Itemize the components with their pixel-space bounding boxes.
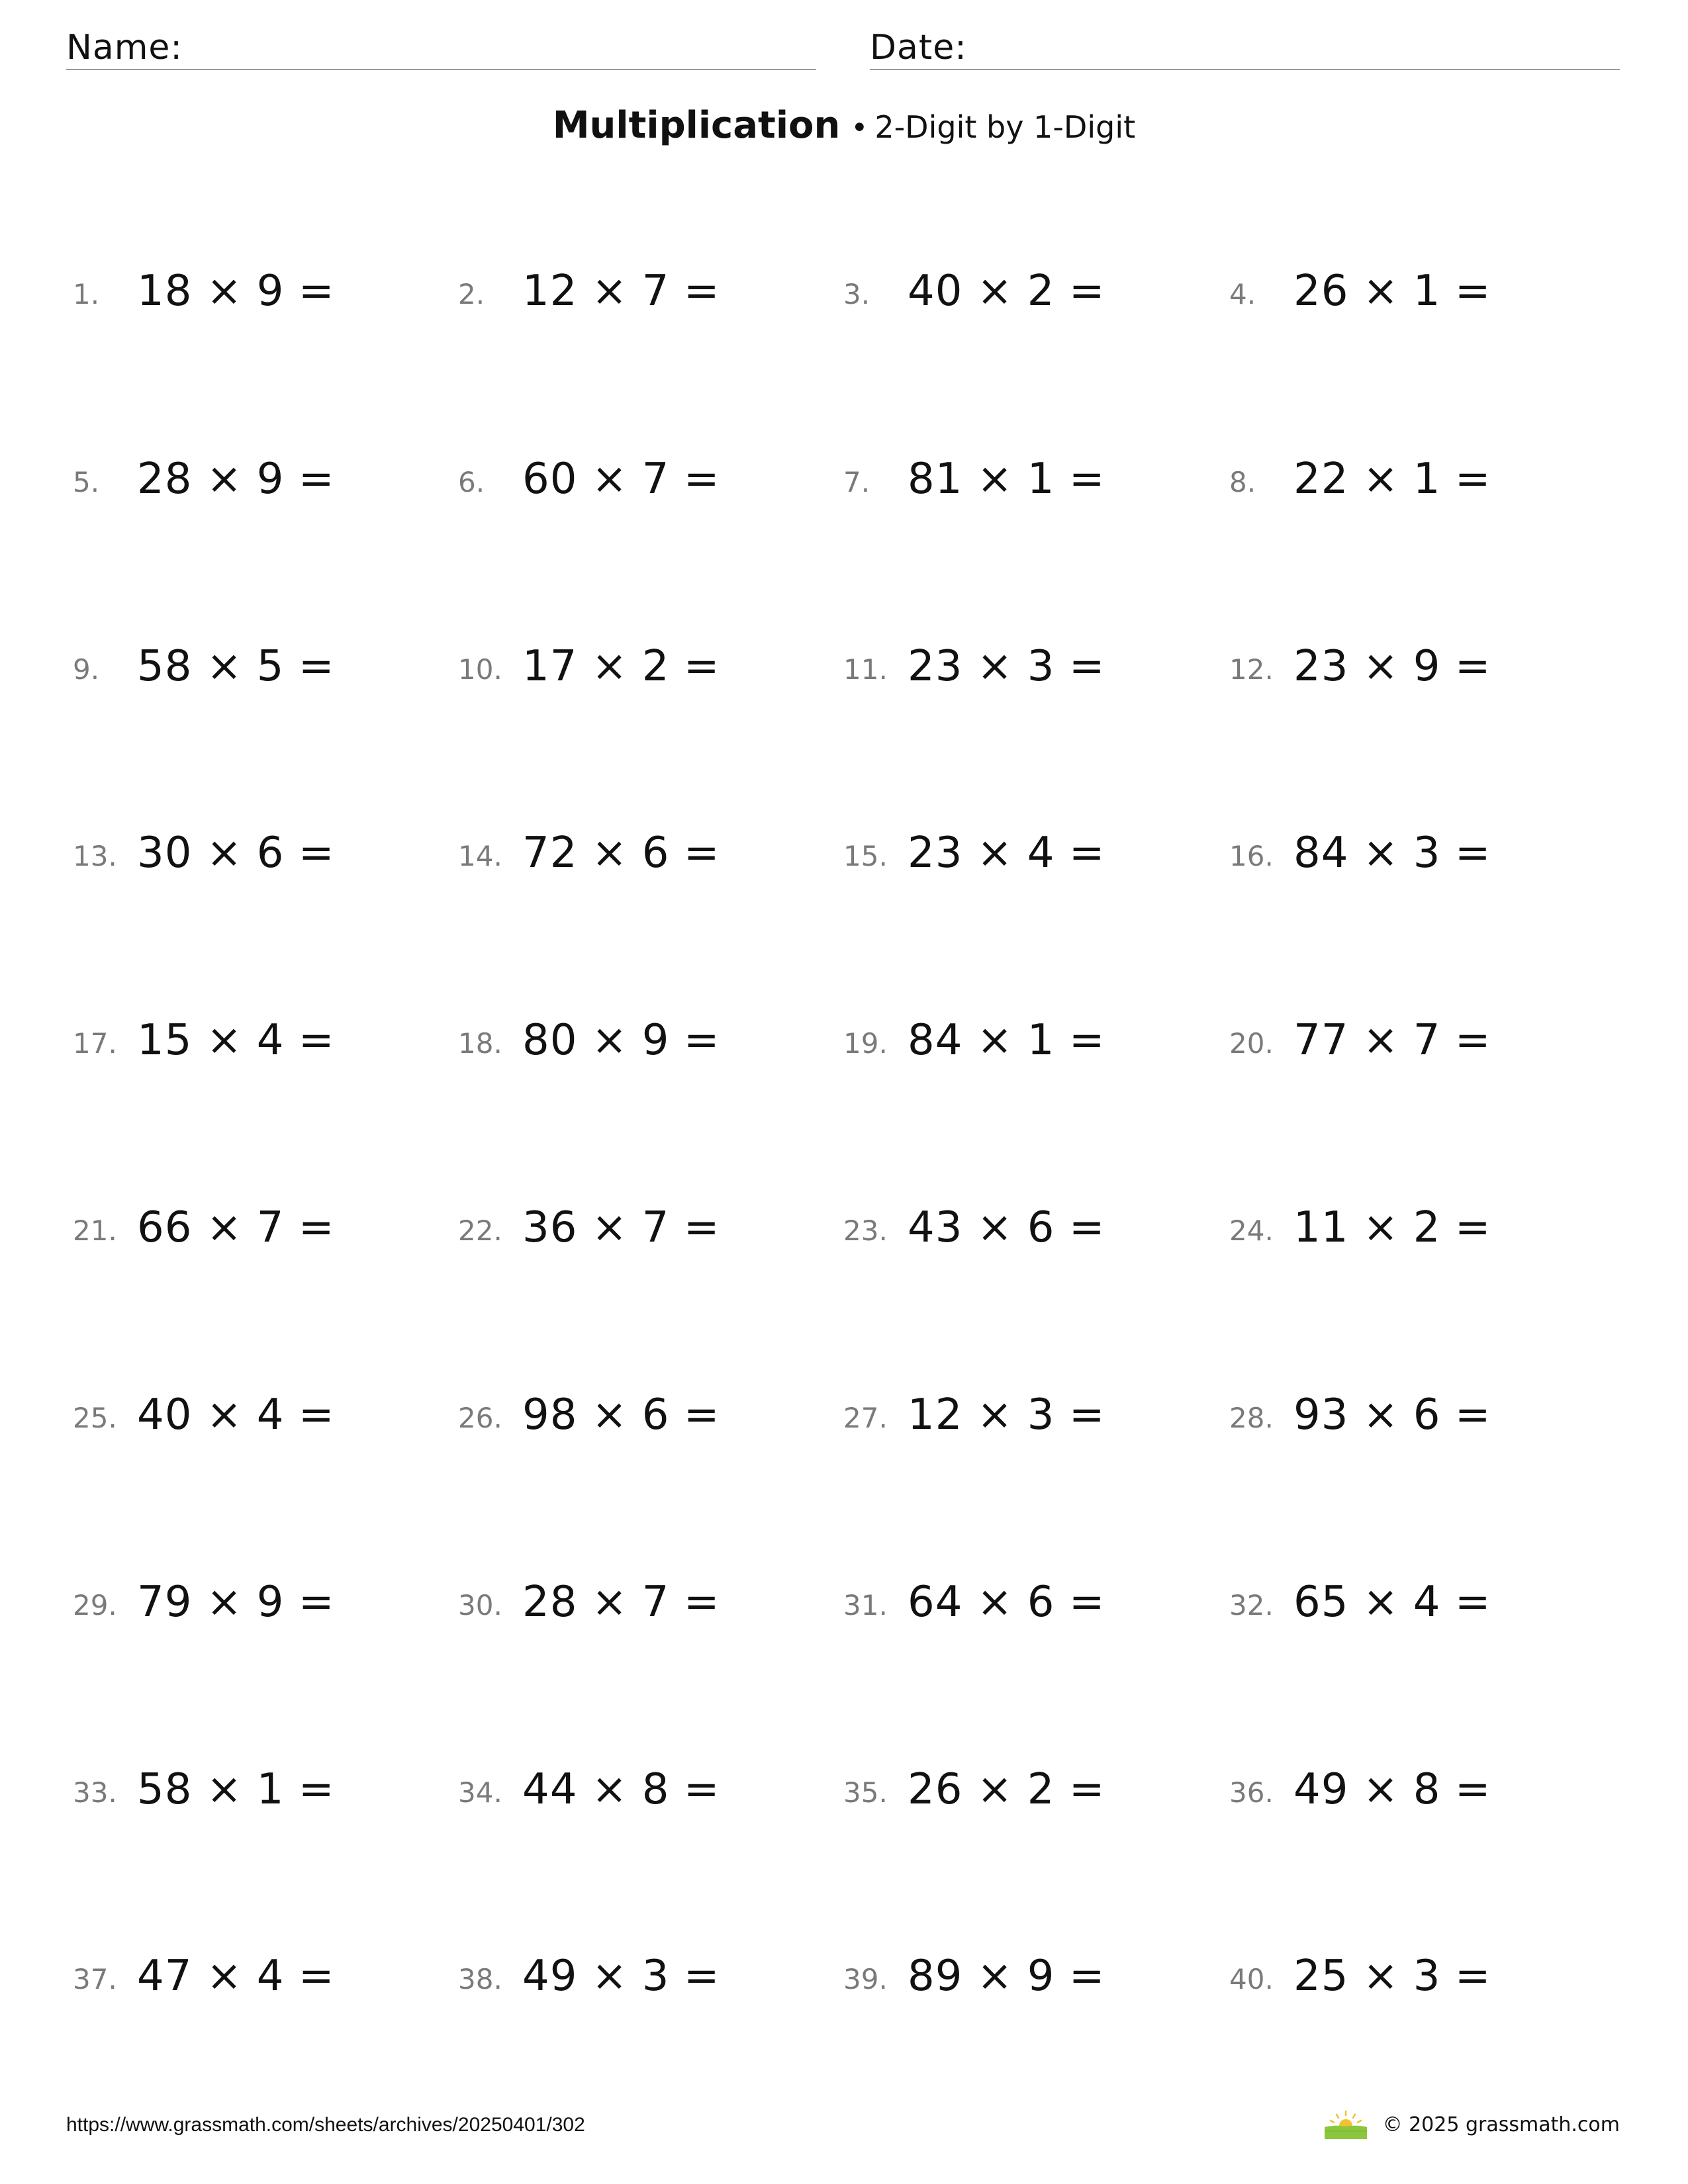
problem-number: 5. <box>73 466 100 498</box>
footer-brand <box>1323 2109 1620 2142</box>
problem-expression: 28 × 7 = <box>522 1578 720 1627</box>
problem-number: 18. <box>458 1027 502 1060</box>
problem-expression: 47 × 4 = <box>137 1952 335 2001</box>
problem-item <box>458 824 829 890</box>
title-separator: • <box>851 111 868 145</box>
problem-item <box>73 1573 444 1639</box>
problem-item <box>843 1760 1214 1827</box>
problem-expression: 66 × 7 = <box>137 1203 335 1252</box>
problem-item <box>843 1011 1214 1077</box>
worksheet-title <box>0 104 1688 147</box>
problem-item <box>1229 637 1600 704</box>
problem-expression: 72 × 6 = <box>522 829 720 878</box>
problem-item <box>1229 262 1600 328</box>
problem-number: 7. <box>843 466 870 498</box>
problem-expression: 26 × 2 = <box>908 1765 1105 1814</box>
problem-expression: 23 × 3 = <box>908 642 1105 691</box>
problem-expression: 58 × 5 = <box>137 642 335 691</box>
problem-item <box>458 1386 829 1452</box>
problem-item <box>843 637 1214 704</box>
problem-expression: 17 × 2 = <box>522 642 720 691</box>
problem-expression: 28 × 9 = <box>137 455 335 504</box>
problem-expression: 77 × 7 = <box>1293 1016 1491 1065</box>
problem-expression: 84 × 1 = <box>908 1016 1105 1065</box>
problem-item <box>458 1573 829 1639</box>
problem-item <box>458 1011 829 1077</box>
problem-item <box>843 1386 1214 1452</box>
problem-number: 15. <box>843 840 888 872</box>
problem-item <box>843 450 1214 516</box>
problem-expression: 58 × 1 = <box>137 1765 335 1814</box>
problem-number: 20. <box>1229 1027 1274 1060</box>
problem-item <box>1229 1199 1600 1265</box>
problem-expression: 43 × 6 = <box>908 1203 1105 1252</box>
problem-item <box>1229 824 1600 890</box>
problem-number: 37. <box>73 1963 117 1995</box>
problem-number: 27. <box>843 1402 888 1434</box>
problem-number: 32. <box>1229 1589 1274 1621</box>
problem-expression: 30 × 6 = <box>137 829 335 878</box>
problem-expression: 44 × 8 = <box>522 1765 720 1814</box>
name-field[interactable] <box>66 25 816 70</box>
problem-expression: 36 × 7 = <box>522 1203 720 1252</box>
problem-item <box>458 1199 829 1265</box>
problem-number: 29. <box>73 1589 117 1621</box>
problem-item <box>843 1573 1214 1639</box>
problem-expression: 22 × 1 = <box>1293 455 1491 504</box>
problem-expression: 11 × 2 = <box>1293 1203 1491 1252</box>
problem-item <box>1229 1947 1600 2013</box>
problem-number: 2. <box>458 278 485 310</box>
problem-item <box>458 1947 829 2013</box>
problem-item <box>458 1760 829 1827</box>
problem-expression: 93 × 6 = <box>1293 1390 1491 1439</box>
problem-number: 4. <box>1229 278 1256 310</box>
problem-number: 12. <box>1229 653 1274 686</box>
problem-item <box>843 824 1214 890</box>
footer-url: https://www.grassmath.com/sheets/archives/20250401/302 <box>66 2114 585 2136</box>
problem-expression: 12 × 3 = <box>908 1390 1105 1439</box>
problem-number: 16. <box>1229 840 1274 872</box>
problem-number: 10. <box>458 653 502 686</box>
problem-item <box>1229 1011 1600 1077</box>
problem-expression: 80 × 9 = <box>522 1016 720 1065</box>
problem-item <box>843 262 1214 328</box>
problem-expression: 65 × 4 = <box>1293 1578 1491 1627</box>
problem-number: 38. <box>458 1963 502 1995</box>
problem-number: 33. <box>73 1776 117 1809</box>
problem-item <box>73 1947 444 2013</box>
problem-expression: 79 × 9 = <box>137 1578 335 1627</box>
problem-expression: 98 × 6 = <box>522 1390 720 1439</box>
problem-item <box>73 262 444 328</box>
problem-item <box>73 1011 444 1077</box>
problem-expression: 84 × 3 = <box>1293 829 1491 878</box>
problem-number: 14. <box>458 840 502 872</box>
problem-number: 23. <box>843 1214 888 1247</box>
problem-number: 26. <box>458 1402 502 1434</box>
problem-number: 19. <box>843 1027 888 1060</box>
problem-expression: 64 × 6 = <box>908 1578 1105 1627</box>
problem-item <box>73 1199 444 1265</box>
problem-expression: 60 × 7 = <box>522 455 720 504</box>
title-main: Multiplication <box>552 104 841 147</box>
problem-expression: 49 × 3 = <box>522 1952 720 2001</box>
problem-number: 25. <box>73 1402 117 1434</box>
problem-expression: 81 × 1 = <box>908 455 1105 504</box>
problem-number: 36. <box>1229 1776 1274 1809</box>
problem-number: 8. <box>1229 466 1256 498</box>
problem-number: 31. <box>843 1589 888 1621</box>
problem-number: 35. <box>843 1776 888 1809</box>
sun-over-grass-icon <box>1323 2110 1368 2140</box>
problem-expression: 40 × 4 = <box>137 1390 335 1439</box>
problem-expression: 49 × 8 = <box>1293 1765 1491 1814</box>
problem-expression: 12 × 7 = <box>522 267 720 316</box>
problem-number: 39. <box>843 1963 888 1995</box>
problem-item <box>843 1947 1214 2013</box>
problem-number: 28. <box>1229 1402 1274 1434</box>
problem-item <box>458 450 829 516</box>
problem-item <box>1229 1760 1600 1827</box>
problem-item <box>1229 1386 1600 1452</box>
problem-number: 22. <box>458 1214 502 1247</box>
problem-expression: 23 × 4 = <box>908 829 1105 878</box>
problem-expression: 25 × 3 = <box>1293 1952 1491 2001</box>
problem-number: 24. <box>1229 1214 1274 1247</box>
problem-item <box>843 1199 1214 1265</box>
problem-number: 11. <box>843 653 888 686</box>
problem-item <box>73 1386 444 1452</box>
problem-number: 34. <box>458 1776 502 1809</box>
problem-number: 3. <box>843 278 870 310</box>
problem-expression: 18 × 9 = <box>137 267 335 316</box>
problem-item <box>73 1760 444 1827</box>
name-label: Name: <box>66 28 183 68</box>
problem-number: 6. <box>458 466 485 498</box>
problem-number: 21. <box>73 1214 117 1247</box>
problem-number: 13. <box>73 840 117 872</box>
problem-expression: 40 × 2 = <box>908 267 1105 316</box>
problem-item <box>1229 450 1600 516</box>
date-label: Date: <box>870 28 967 68</box>
problem-item <box>73 450 444 516</box>
date-field[interactable] <box>870 25 1620 70</box>
problem-number: 30. <box>458 1589 502 1621</box>
problem-item <box>458 262 829 328</box>
title-subtitle: 2-Digit by 1-Digit <box>874 109 1136 145</box>
problem-expression: 23 × 9 = <box>1293 642 1491 691</box>
problem-expression: 89 × 9 = <box>908 1952 1105 2001</box>
problem-expression: 26 × 1 = <box>1293 267 1491 316</box>
problem-item <box>73 637 444 704</box>
problem-number: 17. <box>73 1027 117 1060</box>
problem-number: 9. <box>73 653 100 686</box>
copyright-text: © 2025 grassmath.com <box>1382 2113 1620 2136</box>
problem-item <box>458 637 829 704</box>
problem-number: 1. <box>73 278 100 310</box>
problem-item <box>1229 1573 1600 1639</box>
problem-number: 40. <box>1229 1963 1274 1995</box>
problem-item <box>73 824 444 890</box>
problem-expression: 15 × 4 = <box>137 1016 335 1065</box>
